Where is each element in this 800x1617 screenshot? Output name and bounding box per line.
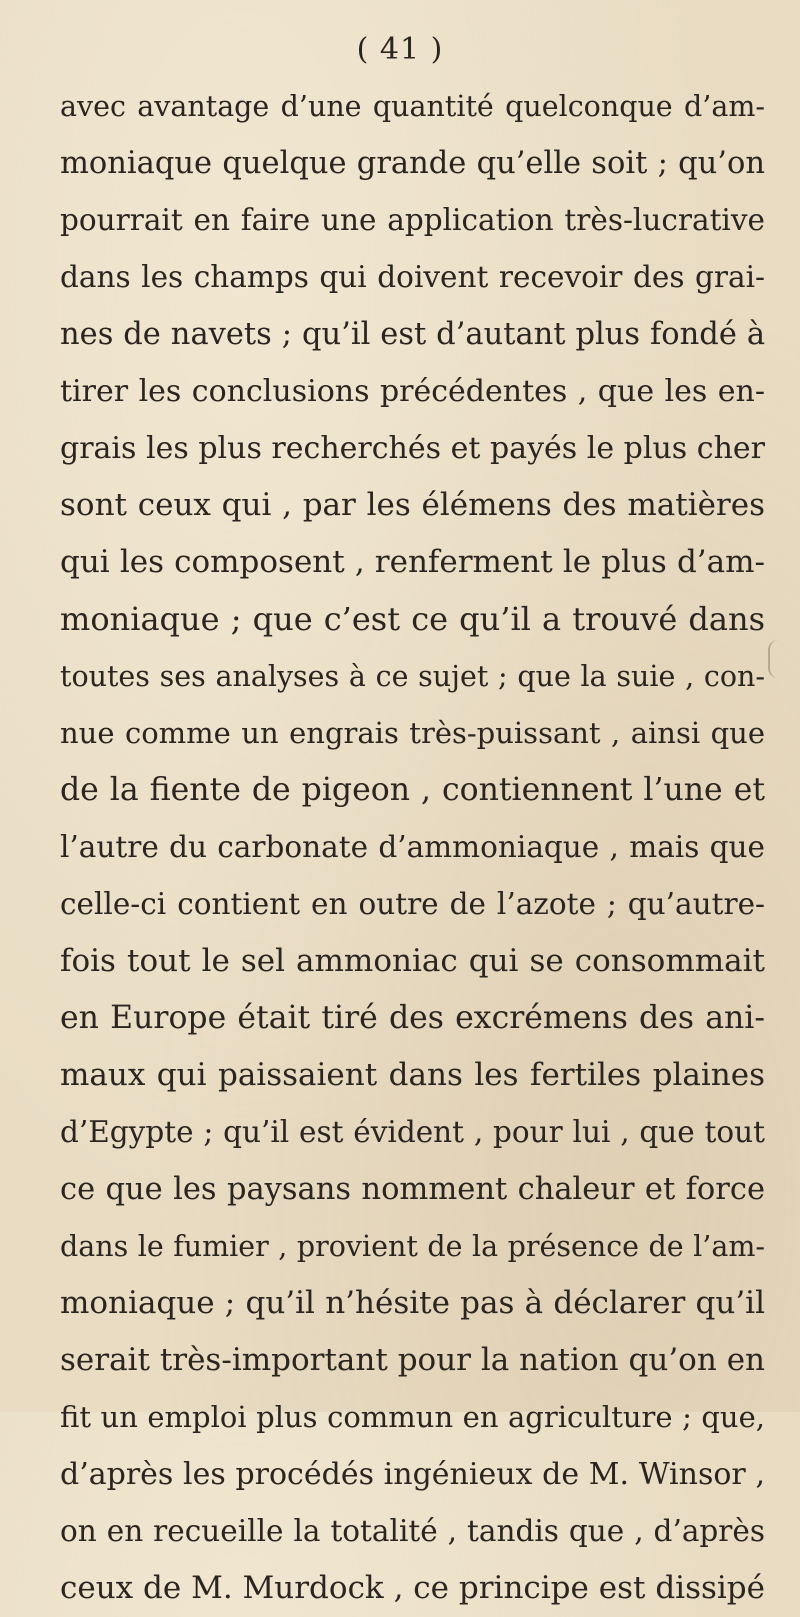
text-line: pourrait en faire une application très-lucrative (60, 203, 765, 237)
text-line: dans le fumier , provient de la présence de l’am- (60, 1230, 765, 1263)
text-line: moniaque ; que c’est ce qu’il a trouvé dans (60, 600, 765, 638)
text-line: grais les plus recherchés et payés le plus cher (60, 431, 765, 466)
text-line: ce que les paysans nomment chaleur et force (60, 1172, 765, 1207)
text-line: nue comme un engrais très-puissant , ainsi que (60, 716, 765, 750)
body-text (60, 78, 765, 1617)
text-line: on en recueille la totalité , tandis que , d’après (60, 1514, 765, 1548)
text-line: tirer les conclusions précédentes , que les en- (60, 374, 765, 409)
page-number: ( 41 ) (356, 32, 444, 67)
text-line: avec avantage d’une quantité quelconque d’am- (60, 90, 765, 123)
text-line: de la fiente de pigeon , contiennent l’une et (60, 772, 765, 808)
text-line: nes de navets ; qu’il est d’autant plus fondé à (60, 317, 765, 352)
text-line: d’Egypte ; qu’il est évident , pour lui , que tout (60, 1115, 765, 1149)
text-line: qui les composent , renferment le plus d’am- (60, 544, 765, 580)
text-line: celle-ci contient en outre de l’azote ; qu’autre- (60, 887, 765, 921)
text-line: moniaque ; qu’il n’hésite pas à déclarer qu’il (60, 1285, 765, 1321)
text-line: l’autre du carbonate d’ammoniaque , mais que (60, 830, 765, 864)
text-line: sont ceux qui , par les élémens des matières (60, 487, 765, 523)
margin-mark (768, 640, 778, 678)
text-line: toutes ses analyses à ce sujet ; que la suie , con- (60, 660, 765, 693)
text-line: en Europe était tiré des excrémens des ani- (60, 1000, 765, 1036)
text-line: moniaque quelque grande qu’elle soit ; qu’on (60, 146, 765, 181)
text-line: fois tout le sel ammoniac qui se consommait (60, 943, 765, 979)
text-line: d’après les procédés ingénieux de M. Winsor , (60, 1457, 765, 1492)
text-line: maux qui paissaient dans les fertiles plaines (60, 1057, 765, 1093)
text-line: dans les champs qui doivent recevoir des grai- (60, 260, 765, 294)
text-line: ceux de M. Murdock , ce principe est dissipé (60, 1570, 765, 1606)
text-line: fit un emploi plus commun en agriculture ; que, (60, 1400, 765, 1434)
text-line: serait très-important pour la nation qu’on en (60, 1342, 765, 1378)
